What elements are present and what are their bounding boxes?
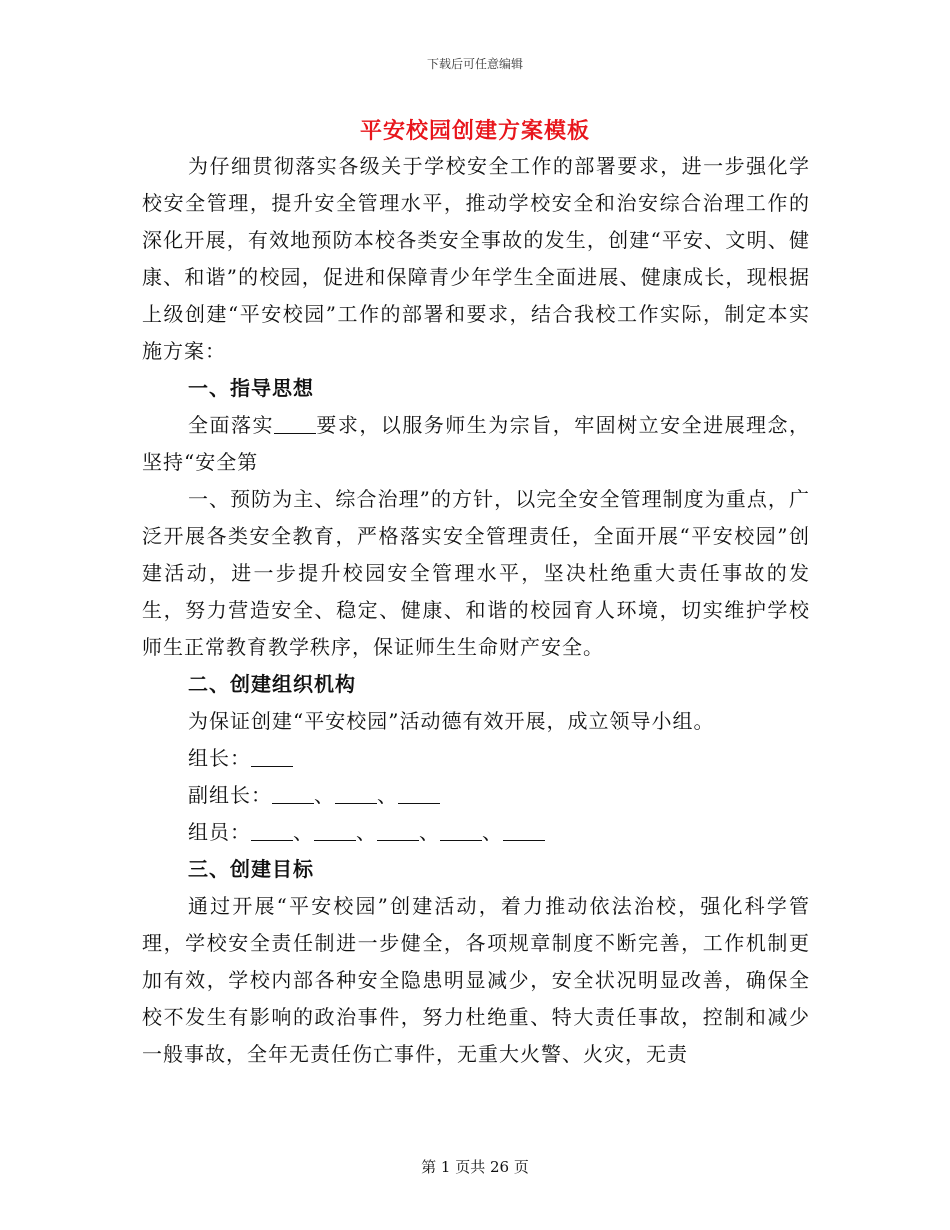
guiding-ideology-paragraph	[142, 407, 810, 481]
goals-paragraph: 通过开展“平安校园”创建活动，着力推动依法治校，强化科学管理，学校安全责任制进一步健全，各项规章制度不断完善，工作机制更加有效，学校内部各种安全隐患明显减少，安全状况明显改善，确保全校不发生有影响的政治事件，努力杜绝重、特大责任事故，控制和减少一般事故，全年无责任伤亡事件，无重大火警、火灾，无责	[142, 894, 810, 1066]
member-blank	[503, 820, 545, 841]
leader-blank	[251, 746, 293, 767]
deputy-blank	[335, 783, 377, 804]
member-blank	[440, 820, 482, 841]
section-heading-organization: 二、创建组织机构	[188, 672, 356, 696]
separator: 、	[419, 820, 440, 844]
member-blank	[314, 820, 356, 841]
separator: 、	[293, 820, 314, 844]
deputy-label: 副组长：	[188, 783, 272, 807]
section-heading-goals: 三、创建目标	[188, 857, 314, 881]
leader-label: 组长：	[188, 746, 251, 770]
separator: 、	[314, 783, 335, 807]
separator: 、	[377, 783, 398, 807]
leader-line	[142, 740, 810, 777]
members-label: 组员：	[188, 820, 251, 844]
document-title: 平安校园创建方案模板	[359, 118, 590, 144]
deputy-blank	[398, 783, 440, 804]
header-note: 下载后可任意编辑	[426, 57, 523, 71]
separator: 、	[482, 820, 503, 844]
section-heading-guiding-ideology: 一、指导思想	[188, 376, 314, 400]
intro-paragraph: 为仔细贯彻落实各级关于学校安全工作的部署要求，进一步强化学校安全管理，提升安全管理水平，推动学校安全和治安综合治理工作的深化开展，有效地预防本校各类安全事故的发生，创建“平安、文明、健康、和谐”的校园，促进和保障青少年学生全面进展、健康成长，现根据上级创建“平安校园”工作的部署和要求，结合我校工作实际，制定本实施方案：	[142, 154, 810, 363]
document-body	[142, 148, 810, 1073]
blank-fill	[274, 413, 316, 434]
deputy-leader-line	[142, 777, 810, 814]
member-blank	[377, 820, 419, 841]
member-blank	[251, 820, 293, 841]
deputy-blank	[272, 783, 314, 804]
guiding-text-before: 全面落实	[188, 413, 274, 437]
guiding-text-after: 要求，以服务师生为宗旨，牢固树立安全进展理念，坚持“安全第	[142, 413, 811, 474]
organization-intro: 为保证创建“平安校园”活动德有效开展，成立领导小组。	[188, 709, 715, 733]
separator: 、	[356, 820, 377, 844]
page-footer: 第 1 页共 26 页	[421, 1158, 529, 1176]
members-line	[142, 814, 810, 851]
policy-paragraph: 一、预防为主、综合治理”的方针，以完全安全管理制度为重点，广泛开展各类安全教育，严格落实安全管理责任，全面开展“平安校园”创建活动，进一步提升校园安全管理水平，坚决杜绝重大责任事故的发生，努力营造安全、稳定、健康、和谐的校园育人环境，切实维护学校师生正常教育教学秩序，保证师生生命财产安全。	[142, 487, 810, 659]
